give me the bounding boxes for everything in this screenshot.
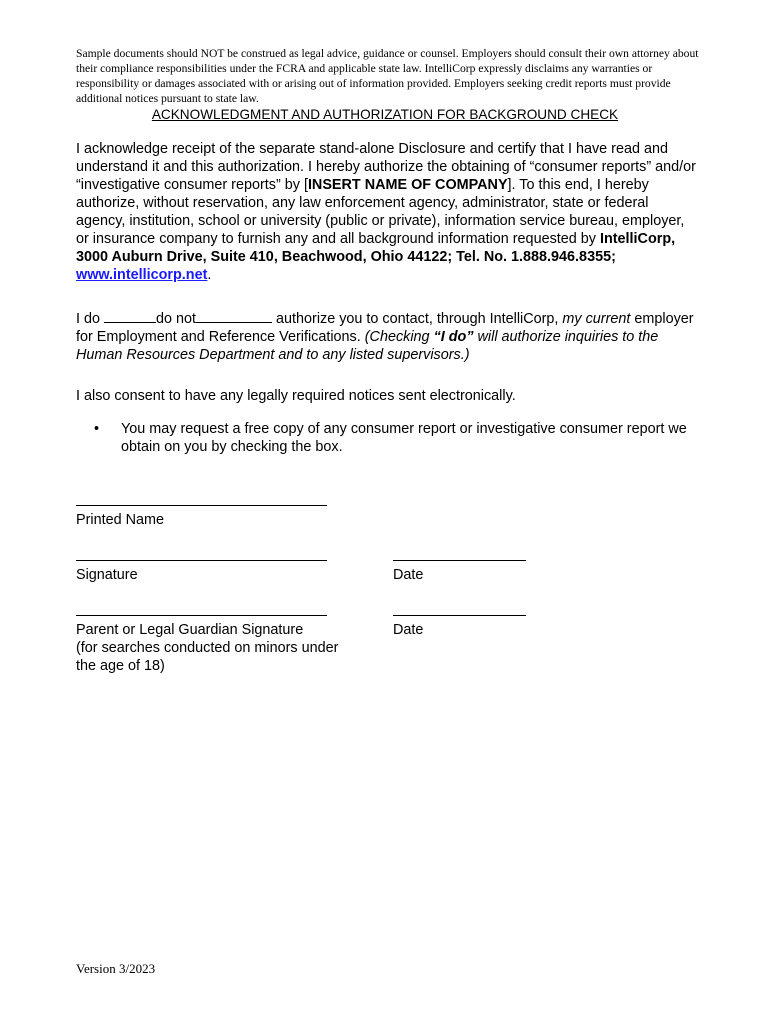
date-line[interactable] — [393, 560, 526, 561]
printed-name-label: Printed Name — [76, 512, 164, 528]
guardian-date-label: Date — [393, 622, 424, 638]
authorization-paragraph — [76, 140, 698, 284]
i-do-quote: “I do” — [433, 329, 474, 345]
guardian-date-line[interactable] — [393, 615, 526, 616]
printed-name-line[interactable] — [76, 505, 327, 506]
signature-label: Signature — [76, 567, 138, 583]
i-do-blank[interactable] — [104, 308, 156, 323]
free-copy-bullet — [76, 420, 698, 456]
employer-text: employer for Employment and Reference Verifications. — [76, 311, 694, 345]
do-not-blank[interactable] — [196, 308, 272, 323]
authorization-end: . — [207, 267, 212, 283]
checking-text: (Checking — [364, 329, 434, 345]
intellicorp-link[interactable]: www.intellicorp.net — [76, 267, 208, 283]
company-placeholder: INSERT NAME OF COMPANY — [307, 177, 508, 193]
do-not-label: do not — [156, 311, 197, 327]
date-label: Date — [393, 567, 424, 583]
free-copy-text: You may request a free copy of any consumer report or investigative consumer report we obtain on you by checking the box. — [121, 421, 687, 455]
bullet-icon: • — [94, 421, 100, 437]
contact-text: authorize you to contact, through IntelliCorp, — [272, 311, 563, 327]
authorization-text-a: I acknowledge receipt of the separate stand-alone Disclosure and certify that I have read and understand it and this authorization. I hereby authorize the obtaining of “consumer reports” and/or “investigative consumer reports” by [ — [76, 141, 696, 193]
guardian-label-line1: Parent or Legal Guardian Signature — [76, 622, 304, 638]
guardian-signature-line[interactable] — [76, 615, 327, 616]
i-do-label: I do — [76, 311, 105, 327]
guardian-label-line2: (for searches conducted on minors under — [76, 640, 339, 656]
contact-authorization-paragraph — [76, 308, 698, 364]
guardian-label-line3: the age of 18) — [76, 658, 165, 674]
intellicorp-address: IntelliCorp, 3000 Auburn Drive, Suite 410, Beachwood, Ohio 44122; Tel. No. 1.888.946.8355; — [76, 231, 676, 265]
document-heading: ACKNOWLEDGMENT AND AUTHORIZATION FOR BACKGROUND CHECK — [151, 107, 619, 122]
inquiries-text: will authorize inquiries to the Human Resources Department and to any listed supervisors.) — [76, 329, 659, 363]
guardian-signature-label — [76, 621, 338, 675]
legal-disclaimer: Sample documents should NOT be construed as legal advice, guidance or counsel. Employers should consult their own attorney about their compliance responsibilities under the FCRA and applicable state law. IntelliCorp expressly disclaims any warranties or responsibility or damages associated with or arising out of information provided. Employers seeking credit reports must provide additional notices pursuant to state law. — [76, 47, 699, 105]
version-footer: Version 3/2023 — [76, 961, 156, 976]
signature-line[interactable] — [76, 560, 327, 561]
electronic-consent-text: I also consent to have any legally required notices sent electronically. — [76, 388, 516, 404]
my-current-text: my current — [562, 311, 631, 327]
authorization-text-b: ]. To this end, I hereby authorize, without reservation, any law enforcement agency, administrator, state or federal agency, institution, school or university (public or private), information service bureau, employer, or insurance company to furnish any and all background information requested by — [76, 177, 685, 247]
